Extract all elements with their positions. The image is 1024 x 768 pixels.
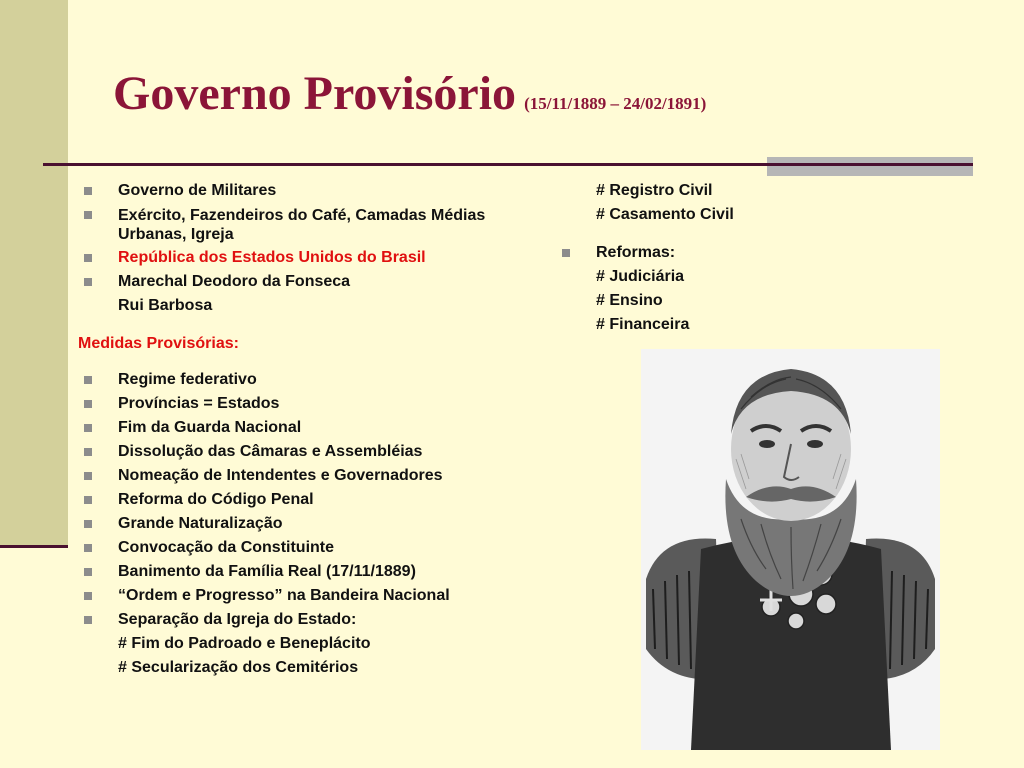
list-subitem: # Fim do Padroado e Beneplácito: [118, 635, 371, 652]
square-bullet-icon: [84, 278, 92, 286]
list-subitem: # Registro Civil: [596, 182, 713, 199]
list-item: Marechal Deodoro da Fonseca: [78, 270, 538, 294]
square-bullet-icon: [84, 616, 92, 624]
list-item: Fim da Guarda Nacional: [78, 416, 538, 440]
square-bullet-icon: [84, 400, 92, 408]
rule-accent-bottom: [767, 166, 973, 176]
square-bullet-icon: [84, 520, 92, 528]
square-bullet-icon: [562, 249, 570, 257]
list-item: Convocação da Constituinte: [78, 536, 538, 560]
list-subitem: # Casamento Civil: [596, 206, 734, 223]
list-subitem: # Secularização dos Cemitérios: [118, 659, 359, 676]
list-subitem: # Judiciária: [596, 268, 685, 285]
square-bullet-icon: [84, 472, 92, 480]
list-item: Governo de Militares: [78, 179, 538, 203]
left-column: [78, 179, 538, 680]
square-bullet-icon: [84, 592, 92, 600]
list-item: “Ordem e Progresso” na Bandeira Nacional: [78, 584, 538, 608]
square-bullet-icon: [84, 424, 92, 432]
list-item: Reforma do Código Penal: [78, 488, 538, 512]
square-bullet-icon: [84, 254, 92, 262]
portrait-engraving-icon: [641, 349, 940, 750]
section-heading: Medidas Provisórias:: [78, 335, 239, 352]
measures-list: [78, 368, 538, 680]
square-bullet-icon: [84, 544, 92, 552]
list-item: Exército, Fazendeiros do Café, Camadas Médias Urbanas, Igreja: [78, 203, 538, 246]
list-item: Províncias = Estados: [78, 392, 538, 416]
list-item: Separação da Igreja do Estado:: [78, 608, 538, 632]
spacer: [556, 227, 796, 241]
list-subitem: Rui Barbosa: [118, 297, 213, 314]
title-dates: (15/11/1889 – 24/02/1891): [524, 94, 707, 113]
list-subitem: # Financeira: [596, 316, 690, 333]
list-subitem: # Ensino: [596, 292, 663, 309]
slide-title: [113, 66, 706, 121]
square-bullet-icon: [84, 568, 92, 576]
list-item-highlight: República dos Estados Unidos do Brasil: [78, 246, 538, 270]
square-bullet-icon: [84, 187, 92, 195]
rule-accent-top: [767, 157, 973, 163]
list-item: Nomeação de Intendentes e Governadores: [78, 464, 538, 488]
title-main: Governo Provisório: [113, 67, 517, 120]
side-band-line: [0, 545, 68, 548]
side-band: [0, 0, 68, 545]
list-item: Regime federativo: [78, 368, 538, 392]
list-item: Reformas:: [556, 241, 796, 265]
square-bullet-icon: [84, 376, 92, 384]
list-item: Banimento da Família Real (17/11/1889): [78, 560, 538, 584]
square-bullet-icon: [84, 496, 92, 504]
list-item: Grande Naturalização: [78, 512, 538, 536]
square-bullet-icon: [84, 448, 92, 456]
square-bullet-icon: [84, 211, 92, 219]
right-column: [556, 179, 796, 337]
list-item: Dissolução das Câmaras e Assembléias: [78, 440, 538, 464]
